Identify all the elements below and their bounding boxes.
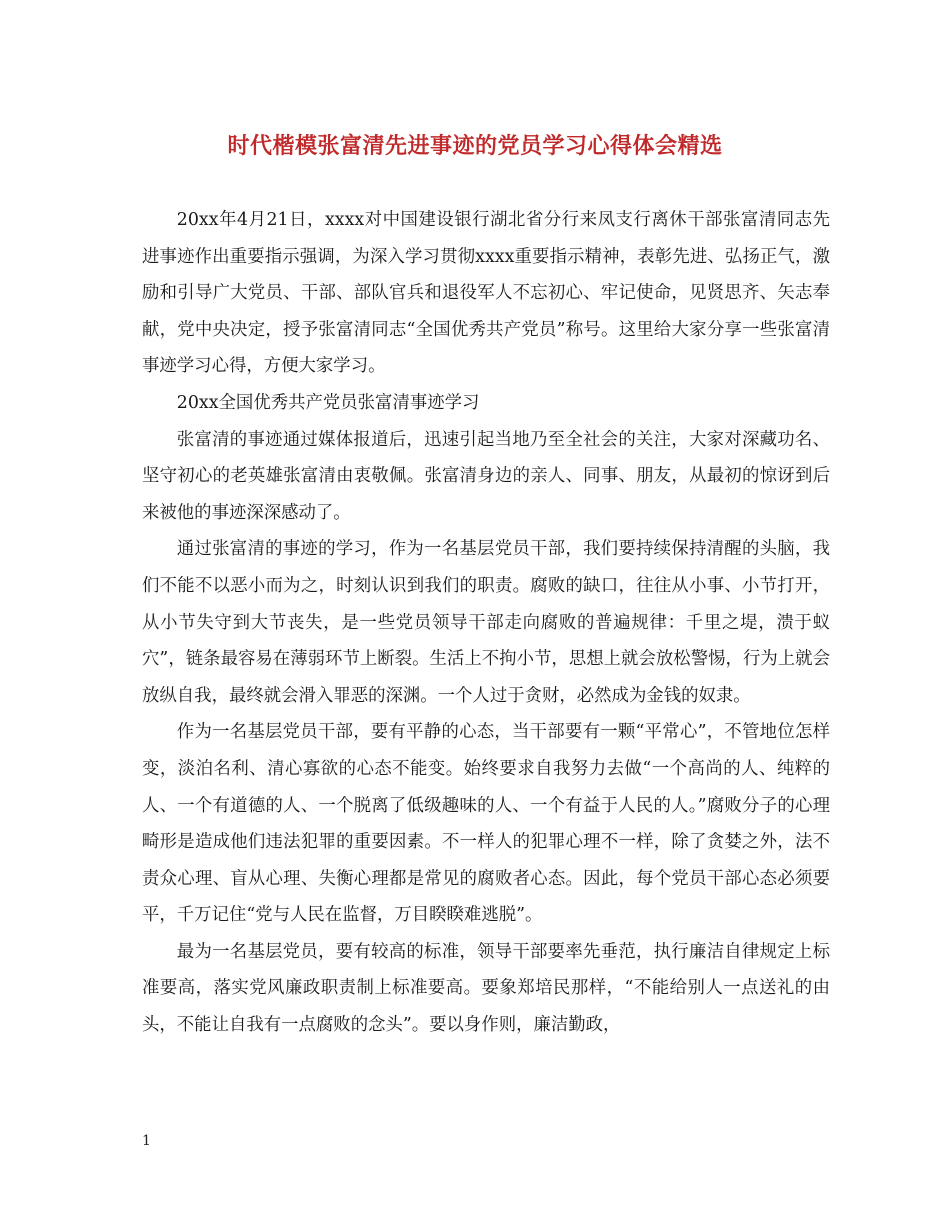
paragraph-clear-mind: 通过张富清的事迹的学习，作为一名基层党员干部，我们要持续保持清醒的头脑，我们不能不以恶小而为之，时刻认识到我们的职责。腐败的缺口，往往从小事、小节打开，从小节失守到大节丧失，是一些党员领导干部走向腐败的普遍规律：千里之堤，溃于蚁穴”，链条最容易在薄弱环节上断裂。生活上不拘小节，思想上就会放松警惕，行为上就会放纵自我，最终就会滑入罪恶的深渊。一个人过于贪财，必然成为金钱的奴隶。 — [142, 539, 830, 706]
document-body — [142, 202, 830, 1044]
document-title: 时代楷模张富清先进事迹的党员学习心得体会精选 — [227, 133, 723, 159]
paragraph-media-report: 张富清的事迹通过媒体报道后，迅速引起当地乃至全社会的关注，大家对深藏功名、坚守初心的老英雄张富清由衷敬佩。张富清身边的亲人、同事、朋友，从最初的惊讶到后来被他的事迹深深感动了。 — [142, 429, 830, 523]
paragraph-high-standard: 最为一名基层党员，要有较高的标准，领导干部要率先垂范，执行廉洁自律规定上标准要高，落实党风廉政职责制上标准要高。要象郑培民那样，“不能给别人一点送礼的由头，不能让自我有一点腐败的念头”。要以身作则，廉洁勤政， — [142, 941, 830, 1036]
page-number: 1 — [142, 1133, 151, 1149]
paragraph-intro: 20xx年4月21日，xxxx对中国建设银行湖北省分行来凤支行离休干部张富清同志先进事迹作出重要指示强调，为深入学习贯彻xxxx重要指示精神，表彰先进、弘扬正气，激励和引导广大党员、干部、部队官兵和退役军人不忘初心、牢记使命，见贤思齐、矢志奉献，党中央决定，授予张富清同志“全国优秀共产党员”称号。这里给大家分享一些张富清事迹学习心得，方便大家学习。 — [142, 210, 830, 377]
paragraph-calm-mindset: 作为一名基层党员干部，要有平静的心态，当干部要有一颗“平常心”，不管地位怎样变，淡泊名利、清心寡欲的心态不能变。始终要求自我努力去做“一个高尚的人、纯粹的人、一个有道德的人、一个脱离了低级趣味的人、一个有益于人民的人。”腐败分子的心理畸形是造成他们违法犯罪的重要因素。不一样人的犯罪心理不一样，除了贪婪之外，法不责众心理、盲从心理、失衡心理都是常见的腐败者心态。因此，每个党员干部心态必须要平，千万记住“党与人民在监督，万目睽睽难逃脱”。 — [142, 722, 830, 926]
paragraph-subheading: 20xx全国优秀共产党员张富清事迹学习 — [176, 392, 480, 413]
